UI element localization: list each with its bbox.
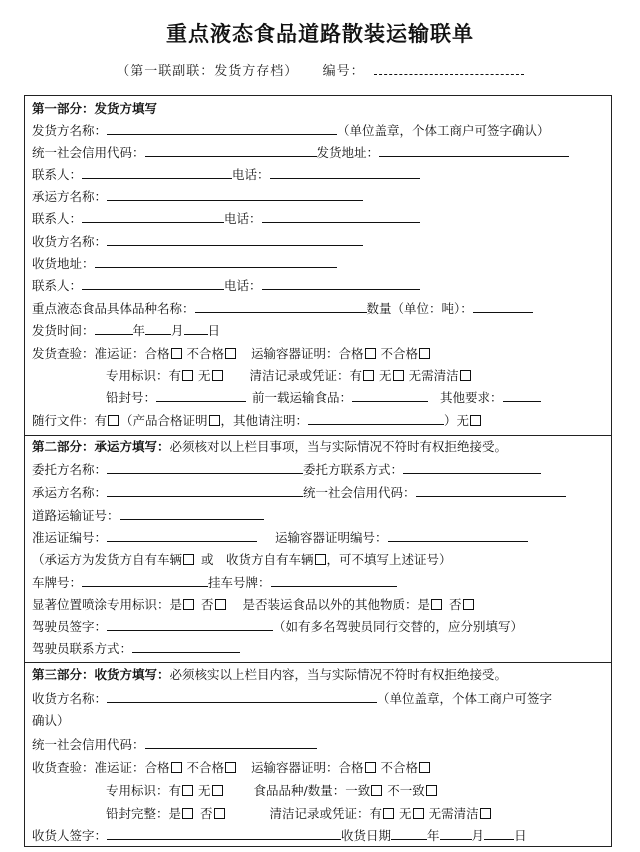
receive-day-field[interactable] xyxy=(484,827,514,840)
contact2-field[interactable] xyxy=(82,210,224,223)
food-variety-field[interactable] xyxy=(195,300,367,313)
row-carrier: 承运方名称： 统一社会信用代码： xyxy=(32,484,566,502)
quantity-field[interactable] xyxy=(473,300,533,313)
carrier-name2-field[interactable] xyxy=(107,484,303,497)
row-receiver-sign: 收货人签字： 收货日期 年 月 日 xyxy=(32,828,527,843)
carrier-name-field[interactable] xyxy=(107,188,363,201)
credit-code-field[interactable] xyxy=(145,144,317,157)
driver-contact-field[interactable] xyxy=(132,640,240,653)
seal-no-field[interactable] xyxy=(156,389,246,402)
phone-field[interactable] xyxy=(270,166,420,179)
cleaning-not-needed-checkbox[interactable] xyxy=(460,370,471,381)
plate-field[interactable] xyxy=(82,574,208,587)
row-vehicle-note: （承运方为发货方自有车辆 或 收货方自有车辆 ，可不填写上述证号） xyxy=(32,552,452,567)
row-receiver-note2: 确认） xyxy=(32,713,70,728)
section2-heading: 第二部分：承运方填写：必须核对以上栏目事项，当与实际情况不符时有权拒绝接受。 xyxy=(32,439,508,454)
serial-number-field[interactable] xyxy=(374,62,524,75)
r-container-unqualified-checkbox[interactable] xyxy=(419,762,430,773)
row-road-permit: 道路运输证号： xyxy=(32,507,264,525)
seal-intact-no-checkbox[interactable] xyxy=(214,808,225,819)
row-contact: 联系人： 电话： xyxy=(32,166,420,184)
row-credit-code3: 统一社会信用代码： xyxy=(32,736,317,754)
copy-label: （第一联副联：发货方存档） xyxy=(116,64,299,79)
variety-consistent-checkbox[interactable] xyxy=(371,785,382,796)
container-cert-no-field[interactable] xyxy=(388,529,528,542)
row-seal: 铅封号： 前一载运输食品： 其他要求： xyxy=(106,389,541,407)
permit-qualified-checkbox[interactable] xyxy=(171,348,182,359)
transport-permit-field[interactable] xyxy=(107,529,257,542)
container-qualified-checkbox[interactable] xyxy=(365,348,376,359)
painted-yes-checkbox[interactable] xyxy=(183,599,194,610)
ship-address-field[interactable] xyxy=(379,144,569,157)
variety-inconsistent-checkbox[interactable] xyxy=(426,785,437,796)
row-contact3: 联系人： 电话： xyxy=(32,277,420,295)
row-receiver-address: 收货地址： xyxy=(32,255,337,273)
receiver-address-field[interactable] xyxy=(95,255,337,268)
row-contact2: 联系人： 电话： xyxy=(32,210,420,228)
row-consignor: 委托方名称： 委托方联系方式： xyxy=(32,461,541,479)
row-r-seal: 铅封完整：是 否 清洁记录或凭证：有 无 无需清洁 xyxy=(106,805,492,823)
section1-heading: 第一部分：发货方填写 xyxy=(32,101,158,116)
road-permit-field[interactable] xyxy=(120,507,264,520)
other-goods-no-checkbox[interactable] xyxy=(463,599,474,610)
carrier-credit-code-field[interactable] xyxy=(416,484,566,497)
r-cleaning-no-checkbox[interactable] xyxy=(413,808,424,819)
row-food-variety: 重点液态食品具体品种名称： 数量（单位：吨）： xyxy=(32,300,533,318)
r-container-qualified-checkbox[interactable] xyxy=(365,762,376,773)
r-permit-qualified-checkbox[interactable] xyxy=(171,762,182,773)
mark-no-checkbox[interactable] xyxy=(212,370,223,381)
receive-year-field[interactable] xyxy=(391,827,427,840)
seal-intact-yes-checkbox[interactable] xyxy=(182,808,193,819)
r-permit-unqualified-checkbox[interactable] xyxy=(225,762,236,773)
cleaning-yes-checkbox[interactable] xyxy=(363,370,374,381)
row-ship-inspection: 发货查验：准运证：合格 不合格 运输容器证明：合格 不合格 xyxy=(32,345,431,363)
r-mark-yes-checkbox[interactable] xyxy=(182,785,193,796)
r-cleaning-yes-checkbox[interactable] xyxy=(383,808,394,819)
row-plate: 车牌号： 挂车号牌： xyxy=(32,574,397,592)
row-painted-mark: 显著位置喷涂专用标识：是 否 是否装运食品以外的其他物质：是 否 xyxy=(32,596,475,614)
number-label: 编号： xyxy=(322,64,365,79)
row-transport-permit: 准运证编号： 运输容器证明编号： xyxy=(32,529,528,547)
row-attachments: 随行文件：有 （产品合格证明 ，其他请注明： ）无 xyxy=(32,412,482,430)
section3-heading: 第三部分：收货方填写：必须核实以上栏目内容，当与实际情况不符时有权拒绝接受。 xyxy=(32,667,508,682)
receiver-vehicle-checkbox[interactable] xyxy=(315,554,326,565)
r-cleaning-not-needed-checkbox[interactable] xyxy=(480,808,491,819)
contact-field[interactable] xyxy=(82,166,232,179)
row-receiver-name3: 收货方名称： （单位盖章，个体工商户可签字 xyxy=(32,691,553,706)
receiver-credit-code-field[interactable] xyxy=(145,736,317,749)
row-shipper-name: 发货方名称： （单位盖章，个体工商户可签字确认） xyxy=(32,123,550,138)
form-frame xyxy=(24,95,612,847)
other-specify-field[interactable] xyxy=(308,412,444,425)
row-driver-contact: 驾驶员联系方式： xyxy=(32,640,240,658)
row-driver-sign: 驾驶员签字： （如有多名驾驶员同行交替的，应分别填写） xyxy=(32,619,524,634)
shipper-vehicle-checkbox[interactable] xyxy=(183,554,194,565)
mark-yes-checkbox[interactable] xyxy=(182,370,193,381)
ship-year-field[interactable] xyxy=(95,322,133,335)
consignor-name-field[interactable] xyxy=(107,461,303,474)
painted-no-checkbox[interactable] xyxy=(215,599,226,610)
container-unqualified-checkbox[interactable] xyxy=(419,348,430,359)
row-ship-time: 发货时间： 年 月 日 xyxy=(32,323,221,338)
row-r-special-mark: 专用标识：有 无 食品品种/数量：一致 不一致 xyxy=(106,782,438,800)
row-special-mark: 专用标识：有 无 清洁记录或凭证：有 无 无需清洁 xyxy=(106,367,472,385)
row-credit-code: 统一社会信用代码： 发货地址： xyxy=(32,144,569,162)
phone2-field[interactable] xyxy=(262,210,420,223)
form-title: 重点液态食品道路散装运输联单 xyxy=(166,21,474,46)
ship-month-field[interactable] xyxy=(145,322,171,335)
row-receive-inspection: 收货查验：准运证：合格 不合格 运输容器证明：合格 不合格 xyxy=(32,759,431,777)
product-cert-checkbox[interactable] xyxy=(209,415,220,426)
ship-day-field[interactable] xyxy=(184,322,208,335)
other-goods-yes-checkbox[interactable] xyxy=(431,599,442,610)
attachments-no-checkbox[interactable] xyxy=(470,415,481,426)
trailer-plate-field[interactable] xyxy=(271,574,397,587)
consignor-contact-field[interactable] xyxy=(403,461,541,474)
row-receiver-name: 收货方名称： xyxy=(32,233,363,251)
receiver-sign-field[interactable] xyxy=(107,827,341,840)
receiver-name3-field[interactable] xyxy=(107,690,377,703)
section-divider-2 xyxy=(25,662,611,663)
driver-sign-field[interactable] xyxy=(107,618,273,631)
phone3-field[interactable] xyxy=(262,277,420,290)
permit-unqualified-checkbox[interactable] xyxy=(225,348,236,359)
r-mark-no-checkbox[interactable] xyxy=(212,785,223,796)
other-req-field[interactable] xyxy=(503,389,541,402)
receive-month-field[interactable] xyxy=(440,827,472,840)
row-carrier-name: 承运方名称： xyxy=(32,188,363,206)
shipper-name-field[interactable] xyxy=(107,122,337,135)
prev-food-field[interactable] xyxy=(352,389,428,402)
section-divider-1 xyxy=(25,435,611,436)
form-subtitle xyxy=(0,60,640,79)
attachments-yes-checkbox[interactable] xyxy=(108,415,119,426)
receiver-name-field[interactable] xyxy=(107,233,363,246)
contact3-field[interactable] xyxy=(82,277,224,290)
cleaning-no-checkbox[interactable] xyxy=(393,370,404,381)
